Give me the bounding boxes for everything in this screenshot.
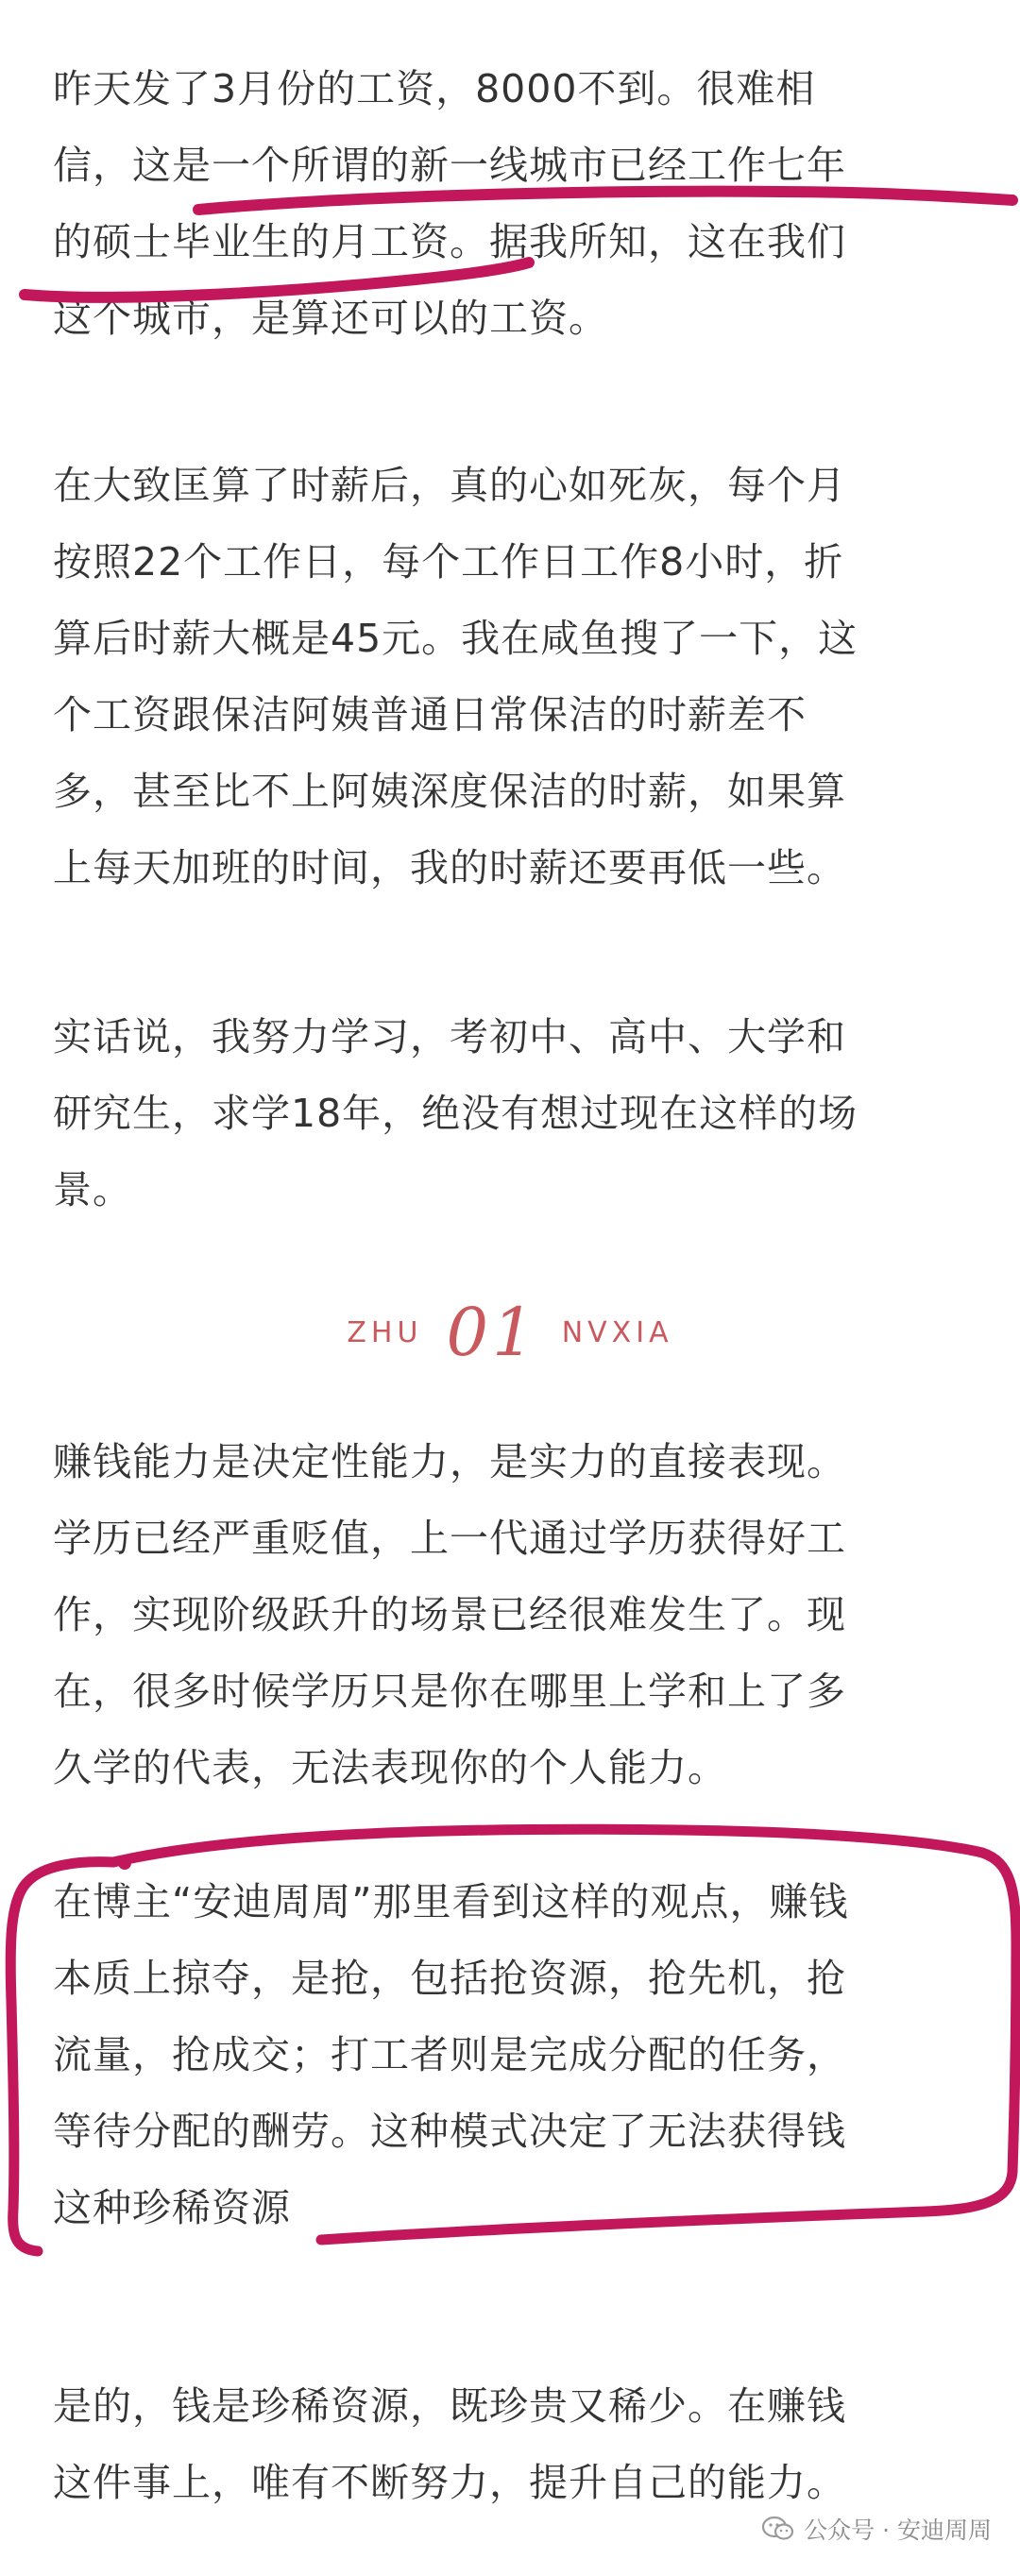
- paragraph-blogger-quote: [53, 1864, 969, 2246]
- text-line: 这个城市，是算还可以的工资。: [53, 296, 608, 341]
- text-line: 等待分配的酬劳。这种模式决定了无法获得钱: [53, 2109, 846, 2154]
- text-line: 学历已经严重贬值，上一代通过学历获得好工: [53, 1516, 846, 1561]
- text-line: 信，这是一个所谓的新一线城市已经工作七年: [53, 143, 846, 188]
- divider-left-text: ZHU: [347, 1315, 423, 1349]
- text-line: 是的，钱是珍稀资源，既珍贵又稀少。在赚钱: [53, 2383, 846, 2429]
- text-line: 的硕士毕业生的月工资。据我所知，这在我们: [53, 219, 846, 264]
- section-divider: [0, 1294, 1020, 1379]
- text-line: 多，甚至比不上阿姨深度保洁的时薪，如果算: [53, 769, 846, 814]
- paragraph-salary: [53, 51, 969, 357]
- text-line: 算后时薪大概是45元。我在咸鱼搜了一下，这: [53, 616, 858, 661]
- text-line: 在，很多时候学历只是你在哪里上学和上了多: [53, 1669, 846, 1714]
- text-line: 上每天加班的时间，我的时薪还要再低一些。: [53, 845, 846, 890]
- paragraph-study-years: [53, 999, 969, 1229]
- text-line: 实话说，我努力学习，考初中、高中、大学和: [53, 1014, 846, 1059]
- text-line: 赚钱能力是决定性能力，是实力的直接表现。: [53, 1439, 846, 1484]
- text-line: 这件事上，唯有不断努力，提升自己的能力。: [53, 2460, 846, 2505]
- divider-number: 01: [446, 1294, 538, 1371]
- paragraph-hourly-wage: [53, 448, 969, 907]
- text-line: 在大致匡算了时薪后，真的心如死灰，每个月: [53, 463, 846, 508]
- text-line: 久学的代表，无法表现你的个人能力。: [53, 1745, 727, 1790]
- text-line: 昨天发了3月份的工资，8000不到。很难相: [53, 66, 816, 111]
- text-line: 这种珍稀资源: [53, 2185, 291, 2230]
- text-line: 按照22个工作日，每个工作日工作8小时，折: [53, 539, 844, 585]
- text-line: 景。: [53, 1167, 132, 1212]
- text-line: 个工资跟保洁阿姨普通日常保洁的时薪差不: [53, 692, 807, 737]
- text-line: 流量，抢成交；打工者则是完成分配的任务，: [53, 2032, 846, 2077]
- text-line: 本质上掠夺，是抢，包括抢资源，抢先机，抢: [53, 1956, 846, 2001]
- wechat-icon: [762, 2516, 794, 2542]
- paragraph-conclusion: [53, 2368, 969, 2521]
- text-line: 在博主“安迪周周”那里看到这样的观点，赚钱: [53, 1879, 849, 1924]
- text-line: 作，实现阶级跃升的场景已经很难发生了。现: [53, 1592, 846, 1637]
- paragraph-earning-ability: [53, 1424, 969, 1806]
- divider-right-text: NVXIA: [561, 1315, 673, 1349]
- wechat-watermark: [762, 2512, 992, 2546]
- text-line: 研究生，求学18年，绝没有想过现在这样的场: [53, 1091, 858, 1136]
- watermark-text: 公众号 · 安迪周周: [804, 2517, 992, 2544]
